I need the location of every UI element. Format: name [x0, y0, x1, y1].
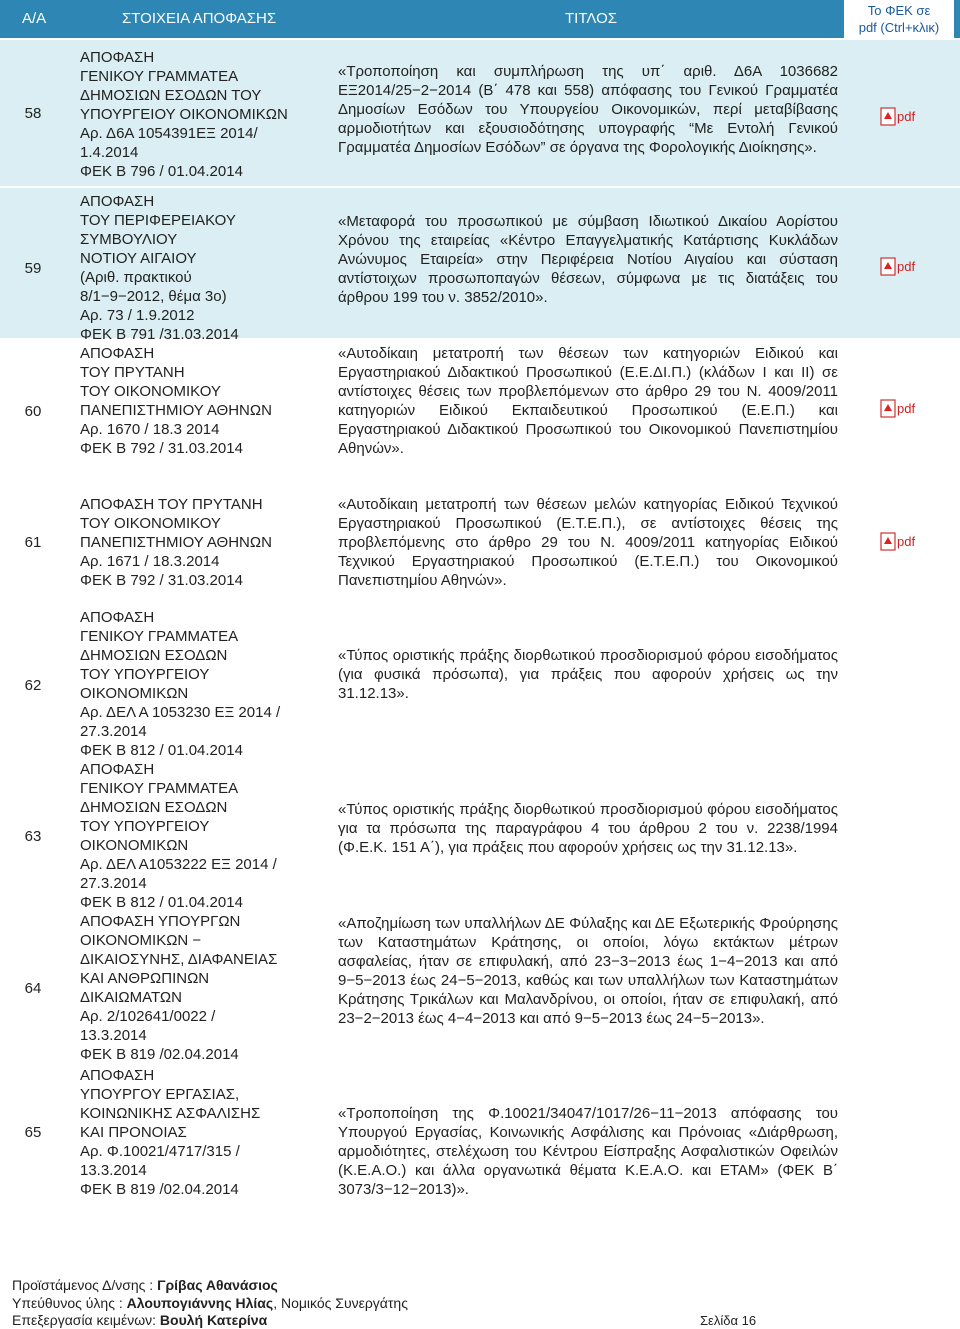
row-number: 58: [24, 105, 42, 122]
footer-editor-name: Αλουπογιάννης Ηλίας: [126, 1295, 274, 1311]
footer-editor: [12, 1295, 408, 1312]
decision-line: ΑΠΟΦΑΣΗ: [80, 345, 155, 362]
decision-line: (Αριθ. πρακτικού: [80, 269, 192, 286]
decision-line: ΦΕΚ Β 792 / 31.03.2014: [80, 440, 243, 457]
decision-info: [80, 48, 320, 181]
decision-line: ΦΕΚ Β 792 / 31.03.2014: [80, 572, 243, 589]
decision-line: ΚΑΙ ΑΝΘΡΩΠΙΝΩΝ: [80, 970, 210, 987]
decision-line: ΔΗΜΟΣΙΩΝ ΕΣΟΔΩΝ ΤΟΥ: [80, 87, 262, 104]
row-number: 63: [24, 828, 42, 845]
decision-line: Αρ. ΔΕΛ Α1053222 ΕΞ 2014 /: [80, 856, 277, 873]
decision-line: ΤΟΥ ΟΙΚΟΝΟΜΙΚΟΥ: [80, 515, 221, 532]
decision-line: ΑΠΟΦΑΣΗ: [80, 49, 155, 66]
row-number: 61: [24, 534, 42, 551]
pdf-link-line1: Το ΦΕΚ σε: [867, 3, 931, 18]
table-row: [0, 912, 960, 1072]
decision-line: ΤΟΥ ΥΠΟΥΡΓΕΙΟΥ: [80, 666, 210, 683]
decision-line: ΣΥΜΒΟΥΛΙΟΥ: [80, 231, 178, 248]
decision-line: ΤΟΥ ΟΙΚΟΝΟΜΙΚΟΥ: [80, 383, 221, 400]
decision-line: Αρ. Φ.10021/4717/315 /: [80, 1143, 240, 1160]
decision-info: [80, 495, 320, 590]
pdf-label: pdf: [897, 259, 916, 274]
decision-line: ΠΑΝΕΠΙΣΤΗΜΙΟΥ ΑΘΗΝΩΝ: [80, 534, 272, 551]
decision-line: Αρ. Δ6Α 1054391ΕΞ 2014/: [80, 125, 258, 142]
decision-line: ΔΗΜΟΣΙΩΝ ΕΣΟΔΩΝ: [80, 799, 228, 816]
decision-line: ΦΕΚ Β 796 / 01.04.2014: [80, 163, 243, 180]
table-row: [0, 40, 960, 186]
decision-line: ΟΙΚΟΝΟΜΙΚΩΝ: [80, 837, 189, 854]
decision-line: ΤΟΥ ΠΡΥΤΑΝΗ: [80, 364, 185, 381]
row-number: 64: [24, 980, 42, 997]
column-header-decision: ΣΤΟΙΧΕΙΑ ΑΠΟΦΑΣΗΣ: [122, 10, 277, 27]
decision-info: [80, 760, 320, 912]
pdf-link-button[interactable]: [880, 399, 920, 419]
footer-label: Προϊστάμενος Δ/νσης :: [12, 1277, 158, 1293]
decision-line: Αρ. 1671 / 18.3.2014: [80, 553, 220, 570]
decision-title: «Τροποποίηση και συμπλήρωση της υπ΄ αριθ. Δ6Α 1036682 ΕΞ2014/25−2−2014 (Β΄ 478 και 558) απόφασης του Γενικού Γραμματέα Δημοσίων Εσόδων του Υπουργείου Οικονομικών, περί μεταβίβασης αρμοδιοτήτων και εξουσιοδότησης υπογραφής “Με Εντολή Γενικού Γραμματέα Δημοσίων Εσόδων” σε όργανα της Φορολογικής Διοίκησης».: [338, 63, 838, 156]
decision-info: [80, 344, 320, 458]
page-number: Σελίδα 16: [700, 1313, 757, 1328]
pdf-link-line2: pdf (Ctrl+κλικ): [858, 20, 940, 35]
decision-line: 8/1−9−2012, θέμα 3ο): [80, 288, 227, 305]
decision-line: Αρ. 2/102641/0022 /: [80, 1008, 216, 1025]
decision-title: «Τροποποίηση της Φ.10021/34047/1017/26−11−2013 απόφασης του Υπουργού Εργασίας, Κοινωνικής Ασφάλισης και Πρόνοιας «Διάρθρωση, αρμοδιότητες, στελέχωση του Κέντρου Είσπραξης Ασφαλιστικών Οφειλών (Κ.Ε.Α.Ο.) και άλλα οργανωτικά θέματα Κ.Ε.Α.Ο. και ΕΤΑΜ» (ΦΕΚ Β΄ 3073/3−12−2013)».: [338, 1105, 838, 1198]
table-row: [0, 760, 960, 910]
decision-line: ΠΑΝΕΠΙΣΤΗΜΙΟΥ ΑΘΗΝΩΝ: [80, 402, 272, 419]
pdf-label: pdf: [897, 401, 916, 416]
decision-line: ΚΟΙΝΩΝΙΚΗΣ ΑΣΦΑΛΙΣΗΣ: [80, 1105, 261, 1122]
footer-processing-name: Βουλή Κατερίνα: [159, 1312, 268, 1328]
footer-director-name: Γρίβας Αθανάσιος: [157, 1277, 278, 1293]
row-number: 60: [24, 403, 42, 420]
decision-line: ΓΕΝΙΚΟΥ ΓΡΑΜΜΑΤΕΑ: [80, 628, 239, 645]
table-row: [0, 1066, 960, 1206]
decision-info: [80, 608, 320, 760]
decision-title: «Τύπος οριστικής πράξης διορθωτικού προσδιορισμού φόρου εισοδήματος για τα πρόσωπα της παραγράφου 4 του άρθρου 2 του ν. 2238/1994 (Φ.Ε.Κ. 151 Α΄), για πράξεις που αφορούν χρήσεις ως την 31.12.13».: [338, 801, 838, 856]
decision-line: 13.3.2014: [80, 1162, 147, 1179]
decision-line: Αρ. ΔΕΛ Α 1053230 ΕΞ 2014 /: [80, 704, 281, 721]
decision-line: ΑΠΟΦΑΣΗ: [80, 761, 155, 778]
pdf-icon: [880, 532, 920, 552]
decision-line: 13.3.2014: [80, 1027, 147, 1044]
decision-line: ΔΙΚΑΙΩΜΑΤΩΝ: [80, 989, 182, 1006]
pdf-link-button[interactable]: [880, 532, 920, 552]
table-row: [0, 188, 960, 343]
decision-line: ΚΑΙ ΠΡΟΝΟΙΑΣ: [80, 1124, 187, 1141]
decision-line: Αρ. 73 / 1.9.2012: [80, 307, 195, 324]
decision-line: ΔΙΚΑΙΟΣΥΝΗΣ, ΔΙΑΦΑΝΕΙΑΣ: [80, 951, 278, 968]
decision-line: ΓΕΝΙΚΟΥ ΓΡΑΜΜΑΤΕΑ: [80, 68, 239, 85]
pdf-label: pdf: [897, 534, 916, 549]
pdf-link-button[interactable]: [880, 107, 920, 127]
decision-title: «Μεταφορά του προσωπικού με σύμβαση Ιδιωτικού Δικαίου Αορίστου Χρόνου της εταιρείας «Κέντρο Επαγγελματικής Κατάρτισης Κυκλάδων Ανώνυμος Εταιρεία» στην Περιφέρεια Νοτίου Αιγαίου και σύσταση αντίστοιχων προσωποπαγών θέσεων, σύμφωνα με τις διατάξεις του άρθρου 199 του ν. 3852/2010».: [338, 213, 838, 306]
table-row: [0, 490, 960, 600]
decision-line: ΤΟΥ ΠΕΡΙΦΕΡΕΙΑΚΟΥ: [80, 212, 236, 229]
decision-line: ΑΠΟΦΑΣΗ ΤΟΥ ΠΡΥΤΑΝΗ: [80, 496, 263, 513]
footer-label: Επεξεργασία κειμένων:: [12, 1312, 160, 1328]
decision-info: [80, 1066, 320, 1199]
pdf-label: pdf: [897, 109, 916, 124]
decision-line: ΤΟΥ ΥΠΟΥΡΓΕΙΟΥ: [80, 818, 210, 835]
decision-title: «Αυτοδίκαιη μετατροπή των θέσεων των κατηγοριών Ειδικού και Εργαστηριακού Διδακτικού Προσωπικού (Ε.Ε.ΔΙ.Π.) (κλάδων Ι και ΙΙ) σε αντίστοιχες θέσεις των προβλεπόμενων στο άρθρο 29 του Ν. 4009/2011 κατηγοριών Ειδικού Εκπαιδευτικού Προσωπικού (Ε.Ε.Π.) και Εργαστηριακού Διδακτικού Προσωπικού του Οικονομικού Πανεπιστημίου Αθηνών».: [338, 345, 838, 457]
decision-title: «Αυτοδίκαιη μετατροπή των θέσεων μελών κατηγορίας Ειδικού Τεχνικού Εργαστηριακού Προσωπικού (Ε.Τ.Ε.Π.), σε αντίστοιχες θέσεις της προβλεπόμενης στο άρθρο 29 του Ν. 4009/2011 κατηγορίας Ειδικού Τεχνικού Εργαστηριακού Προσωπικού (Ε.Τ.Ε.Π.) του Οικονομικού Πανεπιστημίου Αθηνών».: [338, 496, 838, 589]
decision-line: ΦΕΚ Β 812 / 01.04.2014: [80, 894, 243, 911]
pdf-link-button[interactable]: [880, 257, 920, 277]
decision-line: 27.3.2014: [80, 875, 147, 892]
decision-line: ΦΕΚ Β 812 / 01.04.2014: [80, 742, 243, 759]
column-header-aa: Α/Α: [22, 10, 47, 27]
decision-line: ΥΠΟΥΡΓΟΥ ΕΡΓΑΣΙΑΣ,: [80, 1086, 240, 1103]
decision-line: ΟΙΚΟΝΟΜΙΚΩΝ −: [80, 932, 202, 949]
decision-line: ΦΕΚ Β 819 /02.04.2014: [80, 1181, 239, 1198]
table-row: [0, 600, 960, 760]
pdf-icon: [880, 257, 920, 277]
pdf-icon: [880, 107, 920, 127]
decision-title: «Τύπος οριστικής πράξης διορθωτικού προσδιορισμού φόρου εισοδήματος (για φυσικά πρόσωπα), για πράξεις που αφορούν χρήσεις ως την 31.12.13».: [338, 647, 838, 702]
decision-line: ΝΟΤΙΟΥ ΑΙΓΑΙΟΥ: [80, 250, 197, 267]
decision-info: [80, 912, 320, 1064]
decision-info: [80, 192, 320, 344]
decision-line: Αρ. 1670 / 18.3 2014: [80, 421, 220, 438]
footer-processing: [12, 1312, 267, 1329]
table-row: [0, 338, 960, 478]
footer-label: Υπεύθυνος ύλης :: [12, 1295, 127, 1311]
decision-line: ΥΠΟΥΡΓΕΙΟΥ ΟΙΚΟΝΟΜΙΚΩΝ: [80, 106, 288, 123]
decision-line: ΔΗΜΟΣΙΩΝ ΕΣΟΔΩΝ: [80, 647, 228, 664]
row-number: 59: [24, 260, 42, 277]
decision-line: ΑΠΟΦΑΣΗ ΥΠΟΥΡΓΩΝ: [80, 913, 241, 930]
decision-line: ΓΕΝΙΚΟΥ ΓΡΑΜΜΑΤΕΑ: [80, 780, 239, 797]
decision-line: ΑΠΟΦΑΣΗ: [80, 193, 155, 210]
pdf-icon: [880, 399, 920, 419]
footer-director: [12, 1277, 278, 1294]
decision-line: 1.4.2014: [80, 144, 139, 161]
column-header-pdf-link: [844, 0, 954, 40]
decision-line: ΦΕΚ Β 791 /31.03.2014: [80, 326, 239, 343]
footer-editor-role: , Νομικός Συνεργάτης: [273, 1295, 408, 1311]
decision-line: ΟΙΚΟΝΟΜΙΚΩΝ: [80, 685, 189, 702]
decision-line: 27.3.2014: [80, 723, 147, 740]
table-header: [0, 0, 960, 38]
column-header-title: ΤΙΤΛΟΣ: [565, 10, 618, 27]
decision-title: «Αποζημίωση των υπαλλήλων ΔΕ Φύλαξης και ΔΕ Εξωτερικής Φρούρησης των Καταστημάτων Κράτησης, οι οποίοι, λόγω εκτάκτων μέτρων ασφαλείας, ήταν σε επιφυλακή, από 23−3−2013 έως 1−4−2013 και από 9−5−2013 έως 24−5−2013, καθώς και των υπαλλήλων των Καταστημάτων Κράτησης Τρικάλων και Μαλανδρίνου, οι οποίοι, ήταν σε επιφυλακή, από 23−2−2013 έως 4−4−2013 και από 9−5−2013 έως 24−5−2013».: [338, 915, 838, 1027]
row-number: 65: [24, 1124, 42, 1141]
decision-line: ΑΠΟΦΑΣΗ: [80, 609, 155, 626]
decision-line: ΦΕΚ Β 819 /02.04.2014: [80, 1046, 239, 1063]
row-number: 62: [24, 677, 42, 694]
decision-line: ΑΠΟΦΑΣΗ: [80, 1067, 155, 1084]
